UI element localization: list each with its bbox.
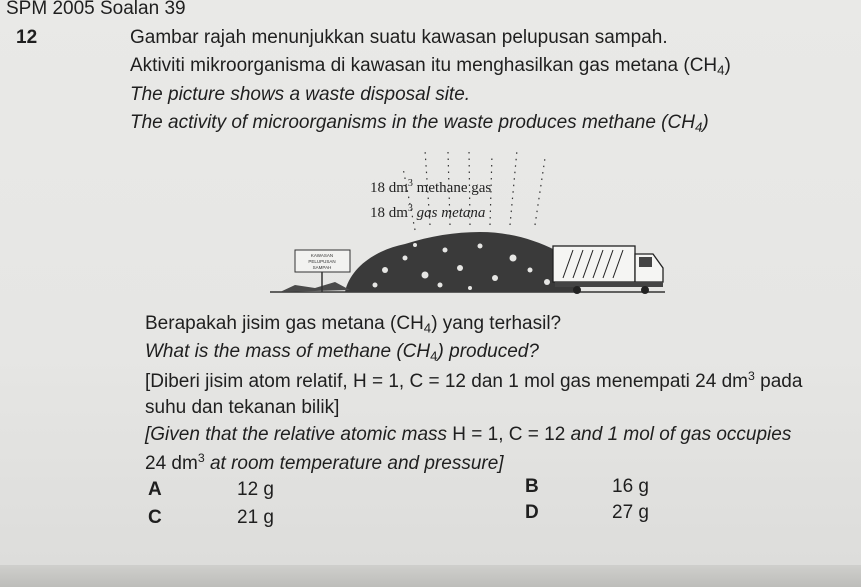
stem-malay-line1: Gambar rajah menunjukkan suatu kawasan pelupusan sampah. (130, 27, 668, 48)
prompt-english: What is the mass of methane $(CH_4)$ produced? (145, 341, 539, 364)
given-english-line1: [Given that the relative atomic mass H = 1, C = 12 and 1 mol of gas occupies (145, 424, 792, 445)
option-c-value[interactable]: 21 g (237, 507, 274, 528)
option-d-value[interactable]: 27 g (612, 502, 649, 523)
prompt-malay: Berapakah jisim gas metana $(CH_4)$ yang terhasil? (145, 313, 562, 336)
exam-title: SPM 2005 Soalan 39 (6, 0, 186, 19)
given-malay-line1: [Diberi jisim atom relatif, H = 1, C = 12 dan 1 mol gas menempati 24 $dm^3$ pada (145, 369, 803, 392)
garbage-truck (553, 246, 663, 294)
question-number: 12 (16, 27, 38, 48)
sign-text-1: KAWASAN (310, 253, 334, 258)
rubbish-pile-small (280, 282, 350, 292)
option-d-letter[interactable]: D (525, 502, 539, 523)
stem-malay-line2: Aktiviti mikroorganisma di kawasan itu menghasilkan gas metana $(CH_4)$ (130, 55, 731, 78)
rubbish-heap (345, 232, 575, 292)
option-c-letter[interactable]: C (148, 507, 162, 528)
sign-text-3: SAMPAH (312, 265, 332, 270)
stem-english-line1: The picture shows a waste disposal site. (130, 84, 471, 105)
figure-label-malay: 18 $dm^3$ gas metana (370, 203, 486, 221)
figure-label-english: 18 $dm^3$ methane gas (370, 178, 492, 196)
waste-disposal-figure (255, 150, 675, 305)
stem-english-line2: The activity of microorganisms in the waste produces methane $(CH_4)$ (130, 112, 709, 135)
given-malay-line2: suhu dan tekanan bilik] (145, 397, 340, 418)
option-b-letter[interactable]: B (525, 476, 539, 497)
sign-text-2: PELUPUSAN (308, 259, 336, 264)
given-english-line2: 24 $dm^3$ at room temperature and pressure] (145, 451, 504, 474)
page-bottom-edge (0, 565, 861, 587)
option-b-value[interactable]: 16 g (612, 476, 649, 497)
option-a-letter[interactable]: A (148, 479, 162, 500)
option-a-value[interactable]: 12 g (237, 479, 274, 500)
